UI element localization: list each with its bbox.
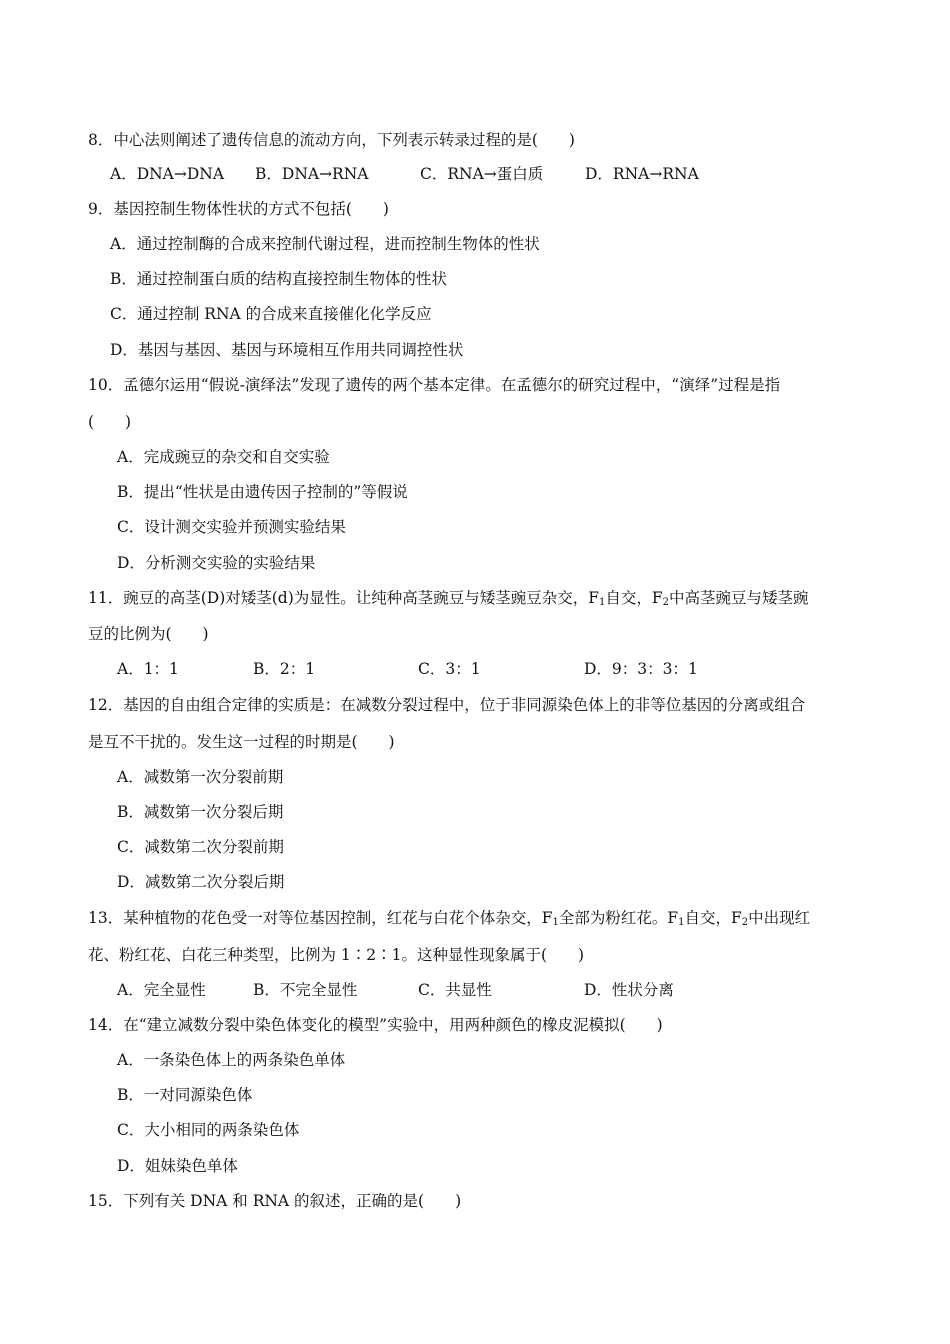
- question-13-stem-part-1: 13．某种植物的花色受一对等位基因控制，红花与白花个体杂交，F: [88, 909, 553, 927]
- question-11-stem-line-2: 豆的比例为( ): [88, 625, 209, 643]
- subscript: 2: [662, 597, 670, 608]
- question-10-stem-line-1: 10．孟德尔运用“假说-演绎法”发现了遗传的两个基本定律。在孟德尔的研究过程中，“演绎”过程是指: [88, 376, 781, 394]
- question-9-option-c: C．通过控制 RNA 的合成来直接催化化学反应: [110, 305, 432, 323]
- question-13-option-c: C．共显性: [418, 981, 492, 999]
- question-9-stem: 9．基因控制生物体性状的方式不包括( ): [88, 200, 389, 218]
- question-13-stem-part-4: 中出现红: [748, 909, 811, 927]
- question-13-stem-part-2: 全部为粉红花。F: [558, 909, 679, 927]
- question-10-option-a: A．完成豌豆的杂交和自交实验: [117, 448, 330, 466]
- question-12-stem-line-2: 是互不干扰的。发生这一过程的时期是( ): [88, 733, 395, 751]
- question-9-option-a: A．通过控制酶的合成来控制代谢过程，进而控制生物体的性状: [110, 235, 540, 253]
- question-9-option-d: D．基因与基因、基因与环境相互作用共同调控性状: [110, 341, 464, 359]
- question-12-option-d: D．减数第二次分裂后期: [117, 873, 285, 891]
- question-13-stem-line-2: 花、粉红花、白花三种类型，比例为 1∶2∶1。这种显性现象属于( ): [88, 946, 585, 964]
- subscript: 2: [741, 917, 749, 928]
- subscript: 1: [678, 917, 685, 928]
- question-11-stem-line-1: [88, 588, 809, 608]
- question-14-option-d: D．姐妹染色单体: [117, 1157, 238, 1175]
- question-8-stem: 8．中心法则阐述了遗传信息的流动方向，下列表示转录过程的是( ): [88, 131, 575, 149]
- question-11-stem-part-3: 中高茎豌豆与矮茎豌: [669, 589, 809, 607]
- question-11-stem-part-2: 自交，F: [605, 589, 663, 607]
- question-11-option-c: C．3：1: [418, 660, 481, 678]
- question-12-option-a: A．减数第一次分裂前期: [117, 768, 284, 786]
- question-8-option-c: C．RNA→蛋白质: [420, 165, 544, 183]
- question-12-option-c: C．减数第二次分裂前期: [117, 838, 284, 856]
- question-13-stem-part-3: 自交，F: [684, 909, 742, 927]
- question-13-stem-line-1: [88, 908, 810, 928]
- question-11-option-b: B．2：1: [253, 660, 316, 678]
- question-12-option-b: B．减数第一次分裂后期: [117, 803, 284, 821]
- subscript: 1: [599, 597, 606, 608]
- question-8-option-b: B．DNA→RNA: [255, 165, 369, 183]
- question-14-option-c: C．大小相同的两条染色体: [117, 1121, 300, 1139]
- question-10-option-b: B．提出“性状是由遗传因子控制的”等假说: [117, 483, 408, 501]
- question-11-stem-part-1: 11．豌豆的高茎(D)对矮茎(d)为显性。让纯种高茎豌豆与矮茎豌豆杂交，F: [88, 589, 600, 607]
- question-10-option-c: C．设计测交实验并预测实验结果: [117, 518, 346, 536]
- question-8-option-a: A．DNA→DNA: [110, 165, 225, 183]
- question-9-option-b: B．通过控制蛋白质的结构直接控制生物体的性状: [110, 270, 447, 288]
- question-11-option-d: D．9：3：3：1: [584, 660, 698, 678]
- question-10-option-d: D．分析测交实验的实验结果: [117, 554, 316, 572]
- question-11-option-a: A．1：1: [117, 660, 179, 678]
- question-15-stem: 15．下列有关 DNA 和 RNA 的叙述，正确的是( ): [88, 1192, 462, 1210]
- question-10-stem-line-2: ( ): [88, 413, 132, 431]
- question-13-option-b: B．不完全显性: [253, 981, 358, 999]
- question-13-option-d: D．性状分离: [584, 981, 674, 999]
- question-13-option-a: A．完全显性: [117, 981, 206, 999]
- question-14-option-b: B．一对同源染色体: [117, 1086, 253, 1104]
- question-12-stem-line-1: 12．基因的自由组合定律的实质是：在减数分裂过程中，位于非同源染色体上的非等位基因的分离或组合: [88, 696, 806, 714]
- question-14-stem: 14．在“建立减数分裂中染色体变化的模型”实验中，用两种颜色的橡皮泥模拟( ): [88, 1016, 663, 1034]
- subscript: 1: [552, 917, 559, 928]
- question-14-option-a: A．一条染色体上的两条染色单体: [117, 1051, 346, 1069]
- question-8-option-d: D．RNA→RNA: [585, 165, 699, 183]
